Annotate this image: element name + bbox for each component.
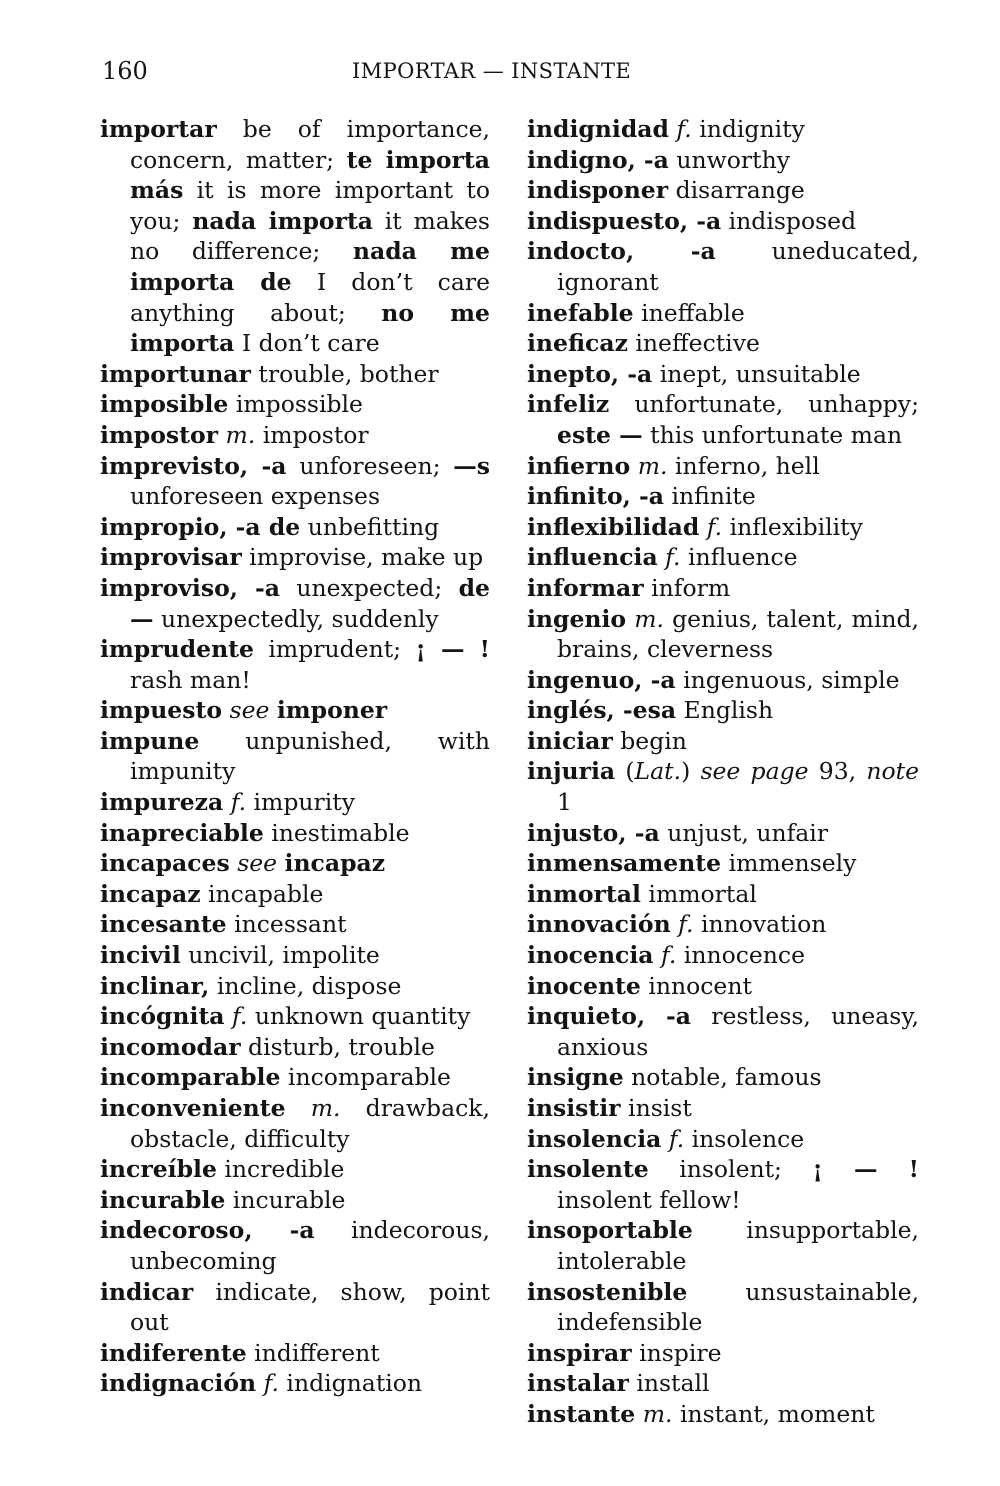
definition-text: instant, moment: [672, 1399, 875, 1428]
dictionary-entry: [100, 909, 490, 940]
dictionary-entry: [100, 1062, 490, 1093]
definition-text: unexpected;: [280, 573, 459, 602]
headword: inspirar: [527, 1338, 632, 1367]
definition-text: inept, unsuitable: [652, 359, 861, 388]
definition-text: genius, talent, mind, brains, cleverness: [557, 604, 919, 664]
dictionary-entry: [100, 1185, 490, 1216]
definition-text: influence: [680, 543, 798, 572]
dictionary-entry: [527, 236, 919, 297]
definition-text: innovation: [693, 910, 827, 939]
dictionary-entry: [527, 328, 919, 359]
headword: inepto, -a: [527, 359, 653, 388]
definition-text: restless, uneasy, anxious: [557, 1002, 919, 1061]
dictionary-entry: [527, 1399, 919, 1430]
headword: indecoroso, -a: [100, 1216, 315, 1245]
definition-text: it is more important to you;: [130, 176, 490, 235]
dictionary-entry: [527, 756, 919, 817]
definition-text: install: [628, 1369, 710, 1398]
dictionary-entry: [100, 1001, 490, 1032]
dictionary-entry: [527, 909, 919, 940]
part-of-speech: f.: [230, 788, 247, 817]
part-of-speech: f.: [676, 115, 692, 143]
dictionary-entry: [527, 665, 919, 696]
headword: instalar: [527, 1369, 629, 1398]
definition-text: [635, 1400, 642, 1428]
headword: improviso, -a: [100, 573, 281, 602]
definition-text: notable, famous: [623, 1063, 822, 1092]
definition-text: insolence: [684, 1124, 805, 1153]
definition-text: unjust, unfair: [659, 818, 829, 847]
headword: incurable: [100, 1185, 226, 1214]
dictionary-entry: [527, 512, 919, 543]
headword: de —: [130, 573, 491, 633]
definition-text: drawback, obstacle, difficulty: [130, 1094, 490, 1153]
definition-text: [630, 452, 637, 480]
part-of-speech: m.: [642, 1399, 673, 1428]
part-of-speech: f.: [263, 1369, 279, 1398]
part-of-speech: m.: [225, 420, 256, 449]
headword: ¡ — !: [415, 635, 490, 664]
dictionary-entry: [527, 726, 919, 757]
headword: improvisar: [100, 543, 242, 572]
reference-note: see: [237, 849, 278, 878]
definition-text: [222, 696, 229, 724]
headword: ineficaz: [527, 329, 628, 358]
headword: insigne: [527, 1063, 624, 1092]
headword: indispuesto, -a: [527, 206, 722, 235]
headword: informar: [527, 573, 644, 602]
definition-text: unworthy: [668, 145, 791, 174]
dictionary-entry: [100, 1032, 490, 1063]
dictionary-entry: [527, 1277, 919, 1338]
definition-text: indignity: [691, 115, 805, 143]
definition-text: incessant: [226, 910, 347, 939]
headword: impropio, -a de: [100, 512, 301, 541]
dictionary-entry: [100, 1368, 490, 1399]
dictionary-entry: [100, 1154, 490, 1185]
definition-text: incline, dispose: [209, 971, 402, 1000]
dictionary-entry: [100, 1277, 490, 1338]
dictionary-entry: [527, 1001, 919, 1062]
headword: indignación: [100, 1369, 257, 1398]
headword: iniciar: [527, 726, 613, 755]
headword: insolencia: [527, 1124, 662, 1153]
definition-text: impossible: [228, 390, 363, 419]
dictionary-entry: [527, 971, 919, 1002]
definition-text: innocence: [676, 941, 806, 970]
headword: insistir: [527, 1094, 621, 1122]
headword: instante: [527, 1399, 636, 1428]
definition-text: immortal: [640, 879, 757, 908]
part-of-speech: m.: [637, 451, 668, 480]
dictionary-entry: [527, 604, 919, 665]
definition-text: I don’t care anything about;: [130, 267, 490, 327]
headword: insolente: [527, 1155, 649, 1184]
dictionary-entry: [100, 848, 490, 879]
definition-text: unexpectedly, suddenly: [153, 604, 439, 633]
headword: insostenible: [527, 1277, 688, 1306]
dictionary-entry: [527, 298, 919, 329]
part-of-speech: m.: [634, 604, 664, 633]
dictionary-entry: [527, 1215, 919, 1276]
headword: incapaces: [100, 849, 230, 878]
headword: imponer: [276, 696, 388, 725]
dictionary-entry: [100, 634, 490, 695]
part-of-speech: f.: [706, 512, 723, 541]
part-of-speech: f.: [678, 910, 694, 939]
headword: inocencia: [527, 941, 654, 970]
headword: inapreciable: [100, 818, 264, 847]
definition-text: [225, 1002, 232, 1030]
definition-text: disturb, trouble: [240, 1032, 435, 1061]
headword: indicar: [100, 1277, 194, 1306]
dictionary-entry: [527, 114, 919, 145]
part-of-speech: m.: [310, 1094, 341, 1122]
headword: injuria: [527, 757, 616, 786]
dictionary-entry: [100, 512, 490, 543]
definition-text: immensely: [721, 849, 857, 878]
definition-text: ineffective: [627, 329, 760, 358]
definition-text: insolent fellow!: [557, 1185, 741, 1214]
definition-text: incomparable: [280, 1063, 451, 1092]
reference-note: see page: [700, 757, 809, 786]
dictionary-entry: [527, 1338, 919, 1369]
definition-text: [626, 605, 634, 633]
dictionary-entry: [100, 542, 490, 573]
definition-text: incapable: [200, 879, 324, 908]
part-of-speech: f.: [668, 1124, 685, 1153]
dictionary-entry: [527, 848, 919, 879]
definition-text: indisposed: [721, 206, 857, 235]
page-header: [0, 56, 1000, 86]
dictionary-entry: [527, 389, 919, 450]
dictionary-entry: [527, 940, 919, 971]
part-of-speech: f.: [660, 941, 677, 970]
headword: inocente: [527, 971, 641, 1000]
definition-text: indicate, show, point out: [130, 1277, 490, 1337]
headword: indocto, -a: [527, 237, 716, 266]
definition-text: unforeseen expenses: [130, 482, 381, 511]
headword: inefable: [527, 298, 634, 327]
dictionary-entry: [527, 145, 919, 176]
definition-text: incredible: [216, 1155, 345, 1184]
definition-text: impurity: [246, 788, 355, 817]
running-head: IMPORTAR — INSTANTE: [352, 59, 632, 83]
headword: inclinar,: [100, 971, 210, 1000]
dictionary-entry: [100, 940, 490, 971]
headword: impureza: [100, 788, 224, 817]
dictionary-entry: [527, 175, 919, 206]
dictionary-entry: [100, 818, 490, 849]
definition-text: uncivil, impolite: [180, 941, 380, 970]
dictionary-entry: [100, 420, 490, 451]
headword: nada importa: [192, 206, 374, 235]
definition-text: [223, 788, 230, 816]
definition-text: inferno, hell: [667, 451, 820, 480]
definition-text: insolent;: [648, 1155, 813, 1184]
headword: inflexibilidad: [527, 512, 700, 541]
dictionary-entry: [100, 114, 490, 359]
headword: indigno, -a: [527, 145, 669, 174]
headword: impuesto: [100, 696, 223, 725]
headword: inmensamente: [527, 849, 722, 878]
headword: importar: [100, 115, 217, 143]
dictionary-entry: [527, 573, 919, 604]
part-of-speech: f.: [665, 543, 681, 572]
reference-note: note: [866, 757, 919, 786]
definition-text: 1: [557, 788, 572, 817]
headword: nada me importa de: [130, 237, 490, 296]
headword: indiferente: [100, 1338, 247, 1367]
definition-text: [661, 1125, 668, 1153]
definition-text: this unfortunate man: [642, 420, 903, 449]
definition-text: [277, 849, 284, 877]
definition-text: innocent: [640, 971, 752, 1000]
headword: infeliz: [527, 390, 610, 419]
definition-text: it makes no difference;: [130, 206, 490, 266]
headword: incomparable: [100, 1063, 281, 1092]
dictionary-entry: [100, 1215, 490, 1276]
dictionary-entry: [100, 971, 490, 1002]
headword: incomodar: [100, 1032, 241, 1061]
dictionary-entry: [527, 1154, 919, 1215]
definition-text: English: [676, 696, 774, 725]
definition-text: rash man!: [130, 665, 251, 694]
headword: inmortal: [527, 879, 641, 908]
definition-text: begin: [612, 726, 687, 755]
dictionary-entry: [100, 787, 490, 818]
headword: infinito, -a: [527, 482, 664, 511]
headword: no me importa: [130, 298, 490, 358]
definition-text: indecorous, unbecoming: [130, 1216, 490, 1275]
dictionary-entry: [527, 451, 919, 482]
dictionary-entry: [527, 542, 919, 573]
definition-text: [699, 513, 706, 541]
headword: te importa más: [130, 145, 490, 205]
dictionary-entry: [527, 206, 919, 237]
definition-text: incurable: [225, 1185, 346, 1214]
definition-text: be of importance, concern, matter;: [130, 115, 490, 174]
definition-text: unfortunate, unhappy;: [609, 390, 919, 419]
definition-text: improvise, make up: [241, 543, 484, 572]
part-of-speech: f.: [232, 1002, 248, 1031]
dictionary-entry: [100, 389, 490, 420]
headword: injusto, -a: [527, 818, 660, 847]
dictionary-entry: [527, 1093, 919, 1124]
headword: ingenuo, -a: [527, 665, 676, 694]
definition-text: unbefitting: [300, 512, 440, 541]
dictionary-entry: [527, 695, 919, 726]
headword: imposible: [100, 390, 229, 419]
headword: insoportable: [527, 1216, 693, 1245]
definition-text: ingenuous, simple: [675, 665, 900, 694]
definition-text: ineffable: [633, 298, 745, 327]
headword: imprevisto, -a: [100, 451, 287, 480]
dictionary-entry: [527, 879, 919, 910]
headword: inglés, -esa: [527, 696, 677, 725]
reference-note: Lat.: [634, 757, 682, 786]
headword: inquieto, -a: [527, 1002, 692, 1031]
definition-text: unforeseen;: [286, 451, 454, 480]
definition-text: infinite: [663, 482, 756, 511]
definition-text: unknown quantity: [247, 1002, 471, 1031]
definition-text: [218, 421, 225, 449]
definition-text: [286, 1094, 311, 1122]
definition-text: inform: [643, 573, 731, 602]
dictionary-entry: [527, 1124, 919, 1155]
dictionary-entry: [527, 1368, 919, 1399]
left-column: [100, 114, 490, 1399]
definition-text: [269, 696, 276, 724]
headword: indignidad: [527, 115, 669, 143]
definition-text: [654, 941, 661, 969]
headword: —s: [453, 451, 490, 480]
dictionary-entry: [100, 726, 490, 787]
definition-text: trouble, bother: [250, 359, 439, 388]
definition-text: indifferent: [246, 1338, 380, 1367]
headword: infierno: [527, 451, 631, 480]
headword: incapaz: [284, 849, 386, 878]
headword: este —: [557, 420, 643, 449]
reference-note: see: [229, 696, 270, 725]
definition-text: disarrange: [668, 176, 805, 205]
headword: incapaz: [100, 879, 201, 908]
headword: ingenio: [527, 604, 627, 633]
definition-text: imprudent;: [253, 635, 416, 664]
headword: importunar: [100, 359, 251, 388]
headword: inconveniente: [100, 1094, 286, 1122]
definition-text: insist: [620, 1094, 692, 1122]
definition-text: unsustainable, indefensible: [557, 1277, 919, 1337]
definition-text: [256, 1369, 263, 1397]
definition-text: impostor: [255, 420, 369, 449]
dictionary-entry: [100, 879, 490, 910]
headword: increíble: [100, 1155, 217, 1184]
dictionary-entry: [100, 1338, 490, 1369]
headword: innovación: [527, 910, 671, 939]
headword: influencia: [527, 543, 658, 572]
dictionary-entry: [100, 695, 490, 726]
headword: incivil: [100, 941, 181, 970]
definition-text: 93,: [808, 757, 867, 786]
headword: impostor: [100, 420, 219, 449]
headword: ¡ — !: [812, 1155, 920, 1184]
headword: incesante: [100, 910, 227, 939]
dictionary-entry: [100, 1093, 490, 1154]
definition-text: I don’t care: [234, 329, 380, 358]
dictionary-entry: [100, 573, 490, 634]
definition-text: inflexibility: [722, 512, 863, 541]
dictionary-entry: [527, 359, 919, 390]
headword: indisponer: [527, 176, 669, 205]
definition-text: unpunished, with impunity: [130, 726, 490, 786]
definition-text: inestimable: [263, 818, 410, 847]
definition-text: uneducated, ignorant: [557, 237, 919, 296]
dictionary-entry: [527, 1062, 919, 1093]
definition-text: insupportable, intolerable: [557, 1216, 919, 1275]
headword: imprudente: [100, 635, 254, 664]
dictionary-entry: [100, 451, 490, 512]
right-column: [527, 114, 919, 1430]
definition-text: ): [681, 757, 701, 786]
dictionary-entry: [100, 359, 490, 390]
headword: impune: [100, 726, 200, 755]
definition-text: (: [615, 757, 635, 786]
definition-text: inspire: [631, 1338, 722, 1367]
dictionary-entry: [527, 481, 919, 512]
dictionary-entry: [527, 818, 919, 849]
headword: incógnita: [100, 1002, 225, 1031]
page-number: 160: [102, 57, 148, 85]
definition-text: indignation: [278, 1369, 423, 1398]
